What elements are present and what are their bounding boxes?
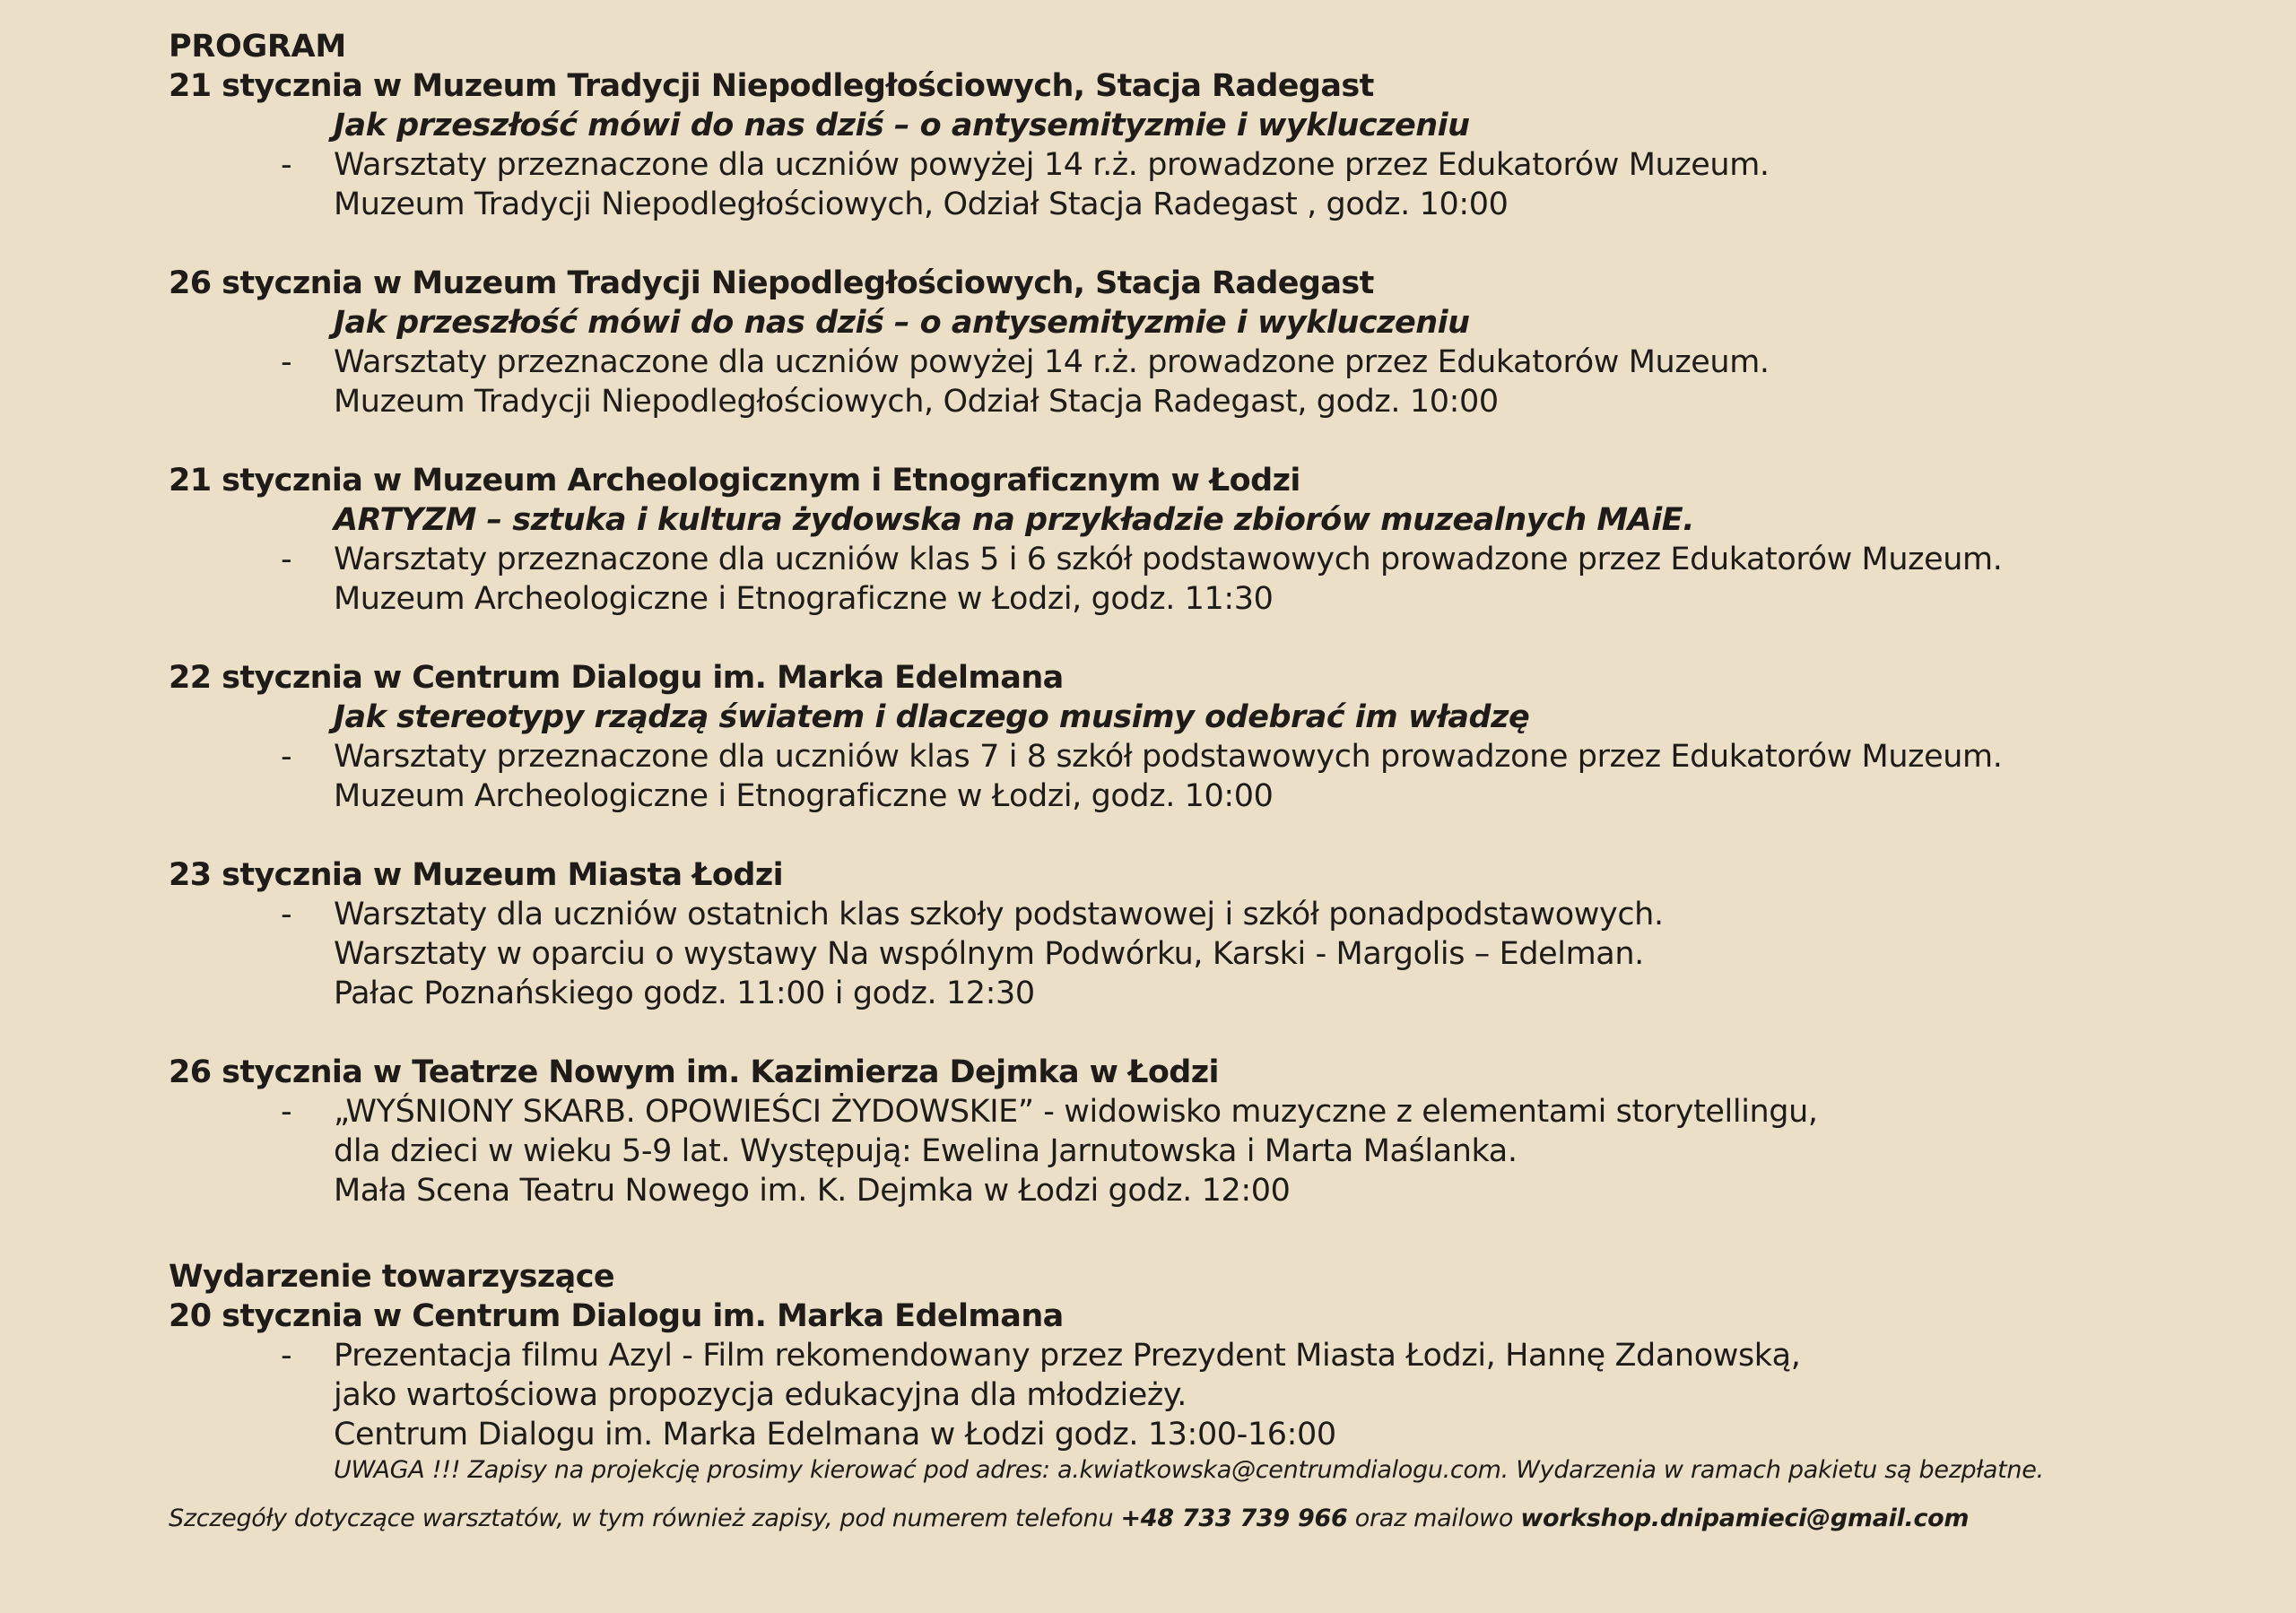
bullet-item [169, 737, 2231, 816]
item-line: Prezentacja filmu Azyl - Film rekomendowany przez Prezydent Miasta Łodzi, Hannę Zdanowską, [334, 1338, 1801, 1374]
footer-text: Szczegóły dotyczące warsztatów, w tym również zapisy, pod numerem telefonu [169, 1505, 1121, 1532]
item-line: jako wartościowa propozycja edukacyjna dla młodzieży. [334, 1377, 1187, 1413]
item-line: Muzeum Tradycji Niepodległościowych, Odział Stacja Radegast , godz. 10:00 [334, 186, 1509, 222]
item-line: Mała Scena Teatru Nowego im. K. Dejmka w Łodzi godz. 12:00 [334, 1173, 1291, 1209]
section-heading: 20 stycznia w Centrum Dialogu im. Marka Edelmana [169, 1298, 1064, 1334]
dash-bullet: - [281, 147, 292, 183]
item-line: Warsztaty w oparciu o wystawy Na wspólnym Podwórku, Karski - Margolis – Edelman. [334, 936, 1644, 972]
item-line: Centrum Dialogu im. Marka Edelmana w Łodzi godz. 13:00-16:00 [334, 1417, 1336, 1453]
email-address[interactable]: workshop.dnipamieci@gmail.com [1520, 1505, 1970, 1532]
program-section [169, 461, 2231, 619]
section-heading: 22 stycznia w Centrum Dialogu im. Marka Edelmana [169, 660, 1064, 696]
dash-bullet: - [281, 739, 292, 775]
item-line: Warsztaty przeznaczone dla uczniów powyżej 14 r.ż. prowadzone przez Edukatorów Muzeum. [334, 147, 1770, 183]
registration-note: UWAGA !!! Zapisy na projekcję prosimy kierować pod adres: a.kwiatkowska@centrumdialogu.com. Wydarzenia w ramach pakietu są bezpłatne. [334, 1456, 2044, 1484]
section-subtitle: Jak stereotypy rządzą światem i dlaczego musimy odebrać im władzę [334, 699, 1530, 735]
bullet-item [169, 1336, 2231, 1487]
dash-bullet: - [281, 1338, 292, 1374]
item-line: Warsztaty przeznaczone dla uczniów klas 5 i 6 szkół podstawowych prowadzone przez Edukatorów Muzeum. [334, 542, 2003, 577]
footer-text: oraz mailowo [1347, 1505, 1521, 1532]
phone-number[interactable]: +48 733 739 966 [1120, 1505, 1348, 1532]
dash-bullet: - [281, 1094, 292, 1130]
section-subtitle: ARTYZM – sztuka i kultura żydowska na przykładzie zbiorów muzealnych MAiE. [334, 502, 1694, 538]
item-line: Warsztaty przeznaczone dla uczniów klas 7 i 8 szkół podstawowych prowadzone przez Edukatorów Muzeum. [334, 739, 2003, 775]
program-section [169, 264, 2231, 421]
program-section [169, 1053, 2231, 1210]
section-heading: 23 stycznia w Muzeum Miasta Łodzi [169, 857, 784, 893]
dash-bullet: - [281, 344, 292, 380]
bullet-item [169, 540, 2231, 619]
item-line: Warsztaty przeznaczone dla uczniów powyżej 14 r.ż. prowadzone przez Edukatorów Muzeum. [334, 344, 1770, 380]
item-line: Pałac Poznańskiego godz. 11:00 i godz. 12:30 [334, 976, 1035, 1011]
section-heading: 26 stycznia w Muzeum Tradycji Niepodległościowych, Stacja Radegast [169, 265, 1374, 301]
section-heading: 21 stycznia w Muzeum Tradycji Niepodległościowych, Stacja Radegast [169, 68, 1374, 104]
companion-event-section [169, 1257, 2231, 1487]
program-section [169, 658, 2231, 816]
section-subtitle: Jak przeszłość mówi do nas dziś – o antysemityzmie i wykluczeniu [334, 305, 1470, 341]
item-line: dla dzieci w wieku 5-9 lat. Występują: Ewelina Jarnutowska i Marta Maślanka. [334, 1133, 1518, 1169]
item-line: „WYŚNIONY SKARB. OPOWIEŚCI ŻYDOWSKIE” - widowisko muzyczne z elementami storytellingu, [334, 1094, 1818, 1130]
program-section [169, 66, 2231, 224]
bullet-item [169, 343, 2231, 421]
bullet-item [169, 895, 2231, 1013]
bullet-item [169, 145, 2231, 224]
dash-bullet: - [281, 897, 292, 932]
bullet-item [169, 1092, 2231, 1210]
contact-footer [169, 1503, 2231, 1535]
section-heading: 21 stycznia w Muzeum Archeologicznym i Etnograficznym w Łodzi [169, 463, 1300, 499]
program-section [169, 855, 2231, 1013]
item-line: Muzeum Tradycji Niepodległościowych, Odział Stacja Radegast, godz. 10:00 [334, 384, 1499, 420]
item-line: Muzeum Archeologiczne i Etnograficzne w Łodzi, godz. 11:30 [334, 581, 1274, 617]
dash-bullet: - [281, 542, 292, 577]
section-heading: 26 stycznia w Teatrze Nowym im. Kazimierza Dejmka w Łodzi [169, 1054, 1219, 1090]
program-document [169, 27, 2231, 1535]
companion-event-label: Wydarzenie towarzyszące [169, 1259, 614, 1295]
item-line: Muzeum Archeologiczne i Etnograficzne w Łodzi, godz. 10:00 [334, 778, 1274, 814]
program-title: PROGRAM [169, 29, 346, 65]
section-subtitle: Jak przeszłość mówi do nas dziś – o antysemityzmie i wykluczeniu [334, 108, 1470, 143]
item-line: Warsztaty dla uczniów ostatnich klas szkoły podstawowej i szkół ponadpodstawowych. [334, 897, 1664, 932]
